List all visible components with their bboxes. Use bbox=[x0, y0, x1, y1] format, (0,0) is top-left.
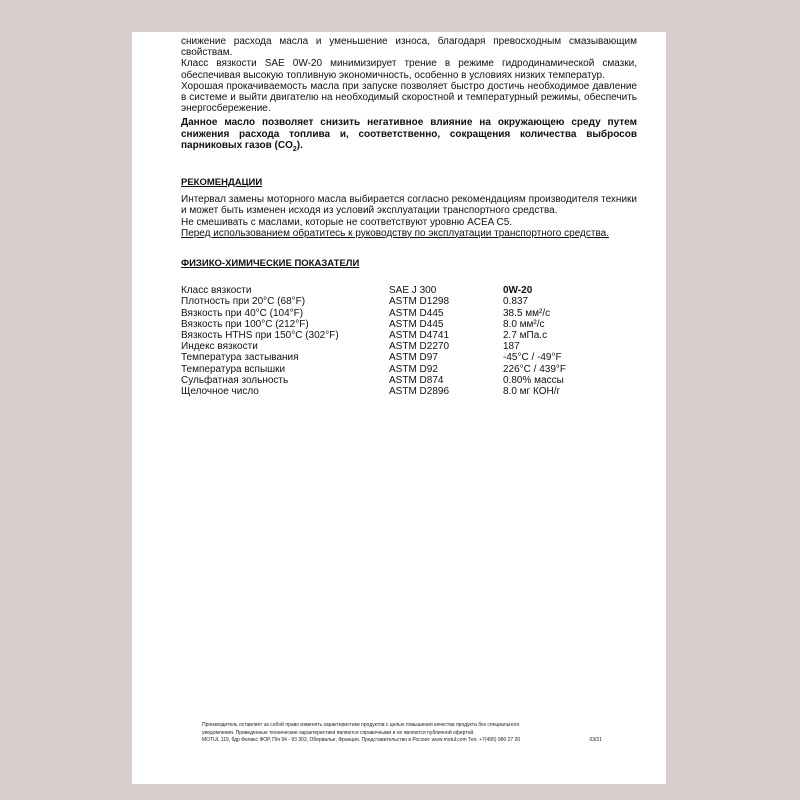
intro-paragraph-1: снижение расхода масла и уменьшение износа, благодаря превосходным смазывающим свойствам. bbox=[181, 36, 637, 59]
spec-name: Сульфатная зольность bbox=[181, 374, 289, 386]
table-row bbox=[181, 308, 633, 319]
intro-paragraph-2: Класс вязкости SAE 0W-20 минимизирует трение в режиме гидродинамической смазки, обеспечивая высокую топливную экономичность, особенно в условиях низких температур. bbox=[181, 58, 637, 81]
footer-address: MOTUL 119, бдр Феликс ФОР, П/я 94 - 93 303, Обервилье, Франция. Представительство в России: www.motul.com Тел. +7(495) 980 27 20 bbox=[202, 737, 521, 743]
spec-name: Температура застывания bbox=[181, 352, 299, 364]
spec-name: Вязкость при 100°C (212°F) bbox=[181, 318, 309, 330]
recommendations-paragraph-1: Интервал замены моторного масла выбирается согласно рекомендациям производителя техники и может быть изменен исходя из условий эксплуатации транспортного средства. bbox=[181, 194, 637, 217]
spec-name: Плотность при 20°C (68°F) bbox=[181, 296, 306, 308]
footer bbox=[202, 722, 602, 745]
spec-method: ASTM D445 bbox=[389, 318, 444, 330]
spec-method: ASTM D2896 bbox=[389, 386, 450, 398]
spec-value: 2.7 мПа.с bbox=[503, 330, 548, 342]
recommendations-paragraph-2: Не смешивать с маслами, которые не соответствуют уровню ACEA C5. bbox=[181, 216, 513, 228]
table-row bbox=[181, 364, 633, 375]
footer-date: 03/21 bbox=[589, 737, 602, 743]
spec-value: 8.0 мг КОН/г bbox=[503, 386, 561, 398]
spec-value: 0.80% массы bbox=[503, 374, 564, 386]
specs-heading: ФИЗИКО-ХИМИЧЕСКИЕ ПОКАЗАТЕЛИ bbox=[181, 258, 360, 270]
spec-name: Вязкость при 40°C (104°F) bbox=[181, 307, 304, 319]
spec-value: 8.0 мм²/с bbox=[503, 318, 545, 330]
specs-table bbox=[181, 285, 633, 397]
table-row bbox=[181, 375, 633, 386]
spec-name: Класс вязкости bbox=[181, 285, 252, 297]
recommendations-heading: РЕКОМЕНДАЦИИ bbox=[181, 177, 263, 189]
spec-name: Индекс вязкости bbox=[181, 341, 258, 353]
spec-method: ASTM D874 bbox=[389, 374, 444, 386]
spec-method: ASTM D4741 bbox=[389, 330, 450, 342]
spec-name: Щелочное число bbox=[181, 386, 259, 398]
document-body bbox=[181, 36, 637, 397]
spec-value: 0W-20 bbox=[503, 285, 533, 297]
table-row bbox=[181, 319, 633, 330]
spec-value: 226°C / 439°F bbox=[503, 363, 567, 375]
table-row bbox=[181, 352, 633, 363]
spec-method: ASTM D2270 bbox=[389, 341, 450, 353]
spec-method: ASTM D97 bbox=[389, 352, 438, 364]
footer-disclaimer-2: уведомления. Приведенные технические характеристики являются справочными и не являются публичной офертой. bbox=[202, 729, 475, 736]
spec-value: 187 bbox=[503, 341, 520, 353]
spec-method: ASTM D92 bbox=[389, 363, 438, 375]
spec-name: Вязкость HTHS при 150°C (302°F) bbox=[181, 330, 339, 342]
spec-value: -45°C / -49°F bbox=[503, 352, 562, 364]
spec-name: Температура вспышки bbox=[181, 363, 286, 375]
table-row bbox=[181, 386, 633, 397]
spec-method: SAE J 300 bbox=[389, 285, 437, 297]
document-page bbox=[132, 32, 666, 784]
spec-value: 0.837 bbox=[503, 296, 529, 308]
table-row bbox=[181, 296, 633, 307]
table-row bbox=[181, 341, 633, 352]
spec-method: ASTM D445 bbox=[389, 307, 444, 319]
environment-paragraph: Данное масло позволяет снизить негативное влияние на окружающею среду путем снижения расхода топлива и, соответственно, сокращения количества выбросов парниковых газов $(CO_2)$. bbox=[181, 117, 637, 153]
table-row bbox=[181, 285, 633, 296]
spec-value: 38.5 мм²/с bbox=[503, 307, 551, 319]
recommendations-paragraph-3: Перед использованием обратитесь к руководству по эксплуатации транспортного средства. bbox=[181, 227, 609, 239]
footer-disclaimer-1: Производитель оставляет за собой право изменять характеристики продуктов с целью повышения качества продукта без специального bbox=[202, 722, 520, 728]
table-row bbox=[181, 330, 633, 341]
spec-method: ASTM D1298 bbox=[389, 296, 450, 308]
intro-paragraph-3: Хорошая прокачиваемость масла при запуске позволяет быстро достичь необходимое давление в системе и выйти двигателю на необходимый скоростной и температурный режимы, обеспечить энергосбережение. bbox=[181, 80, 637, 115]
